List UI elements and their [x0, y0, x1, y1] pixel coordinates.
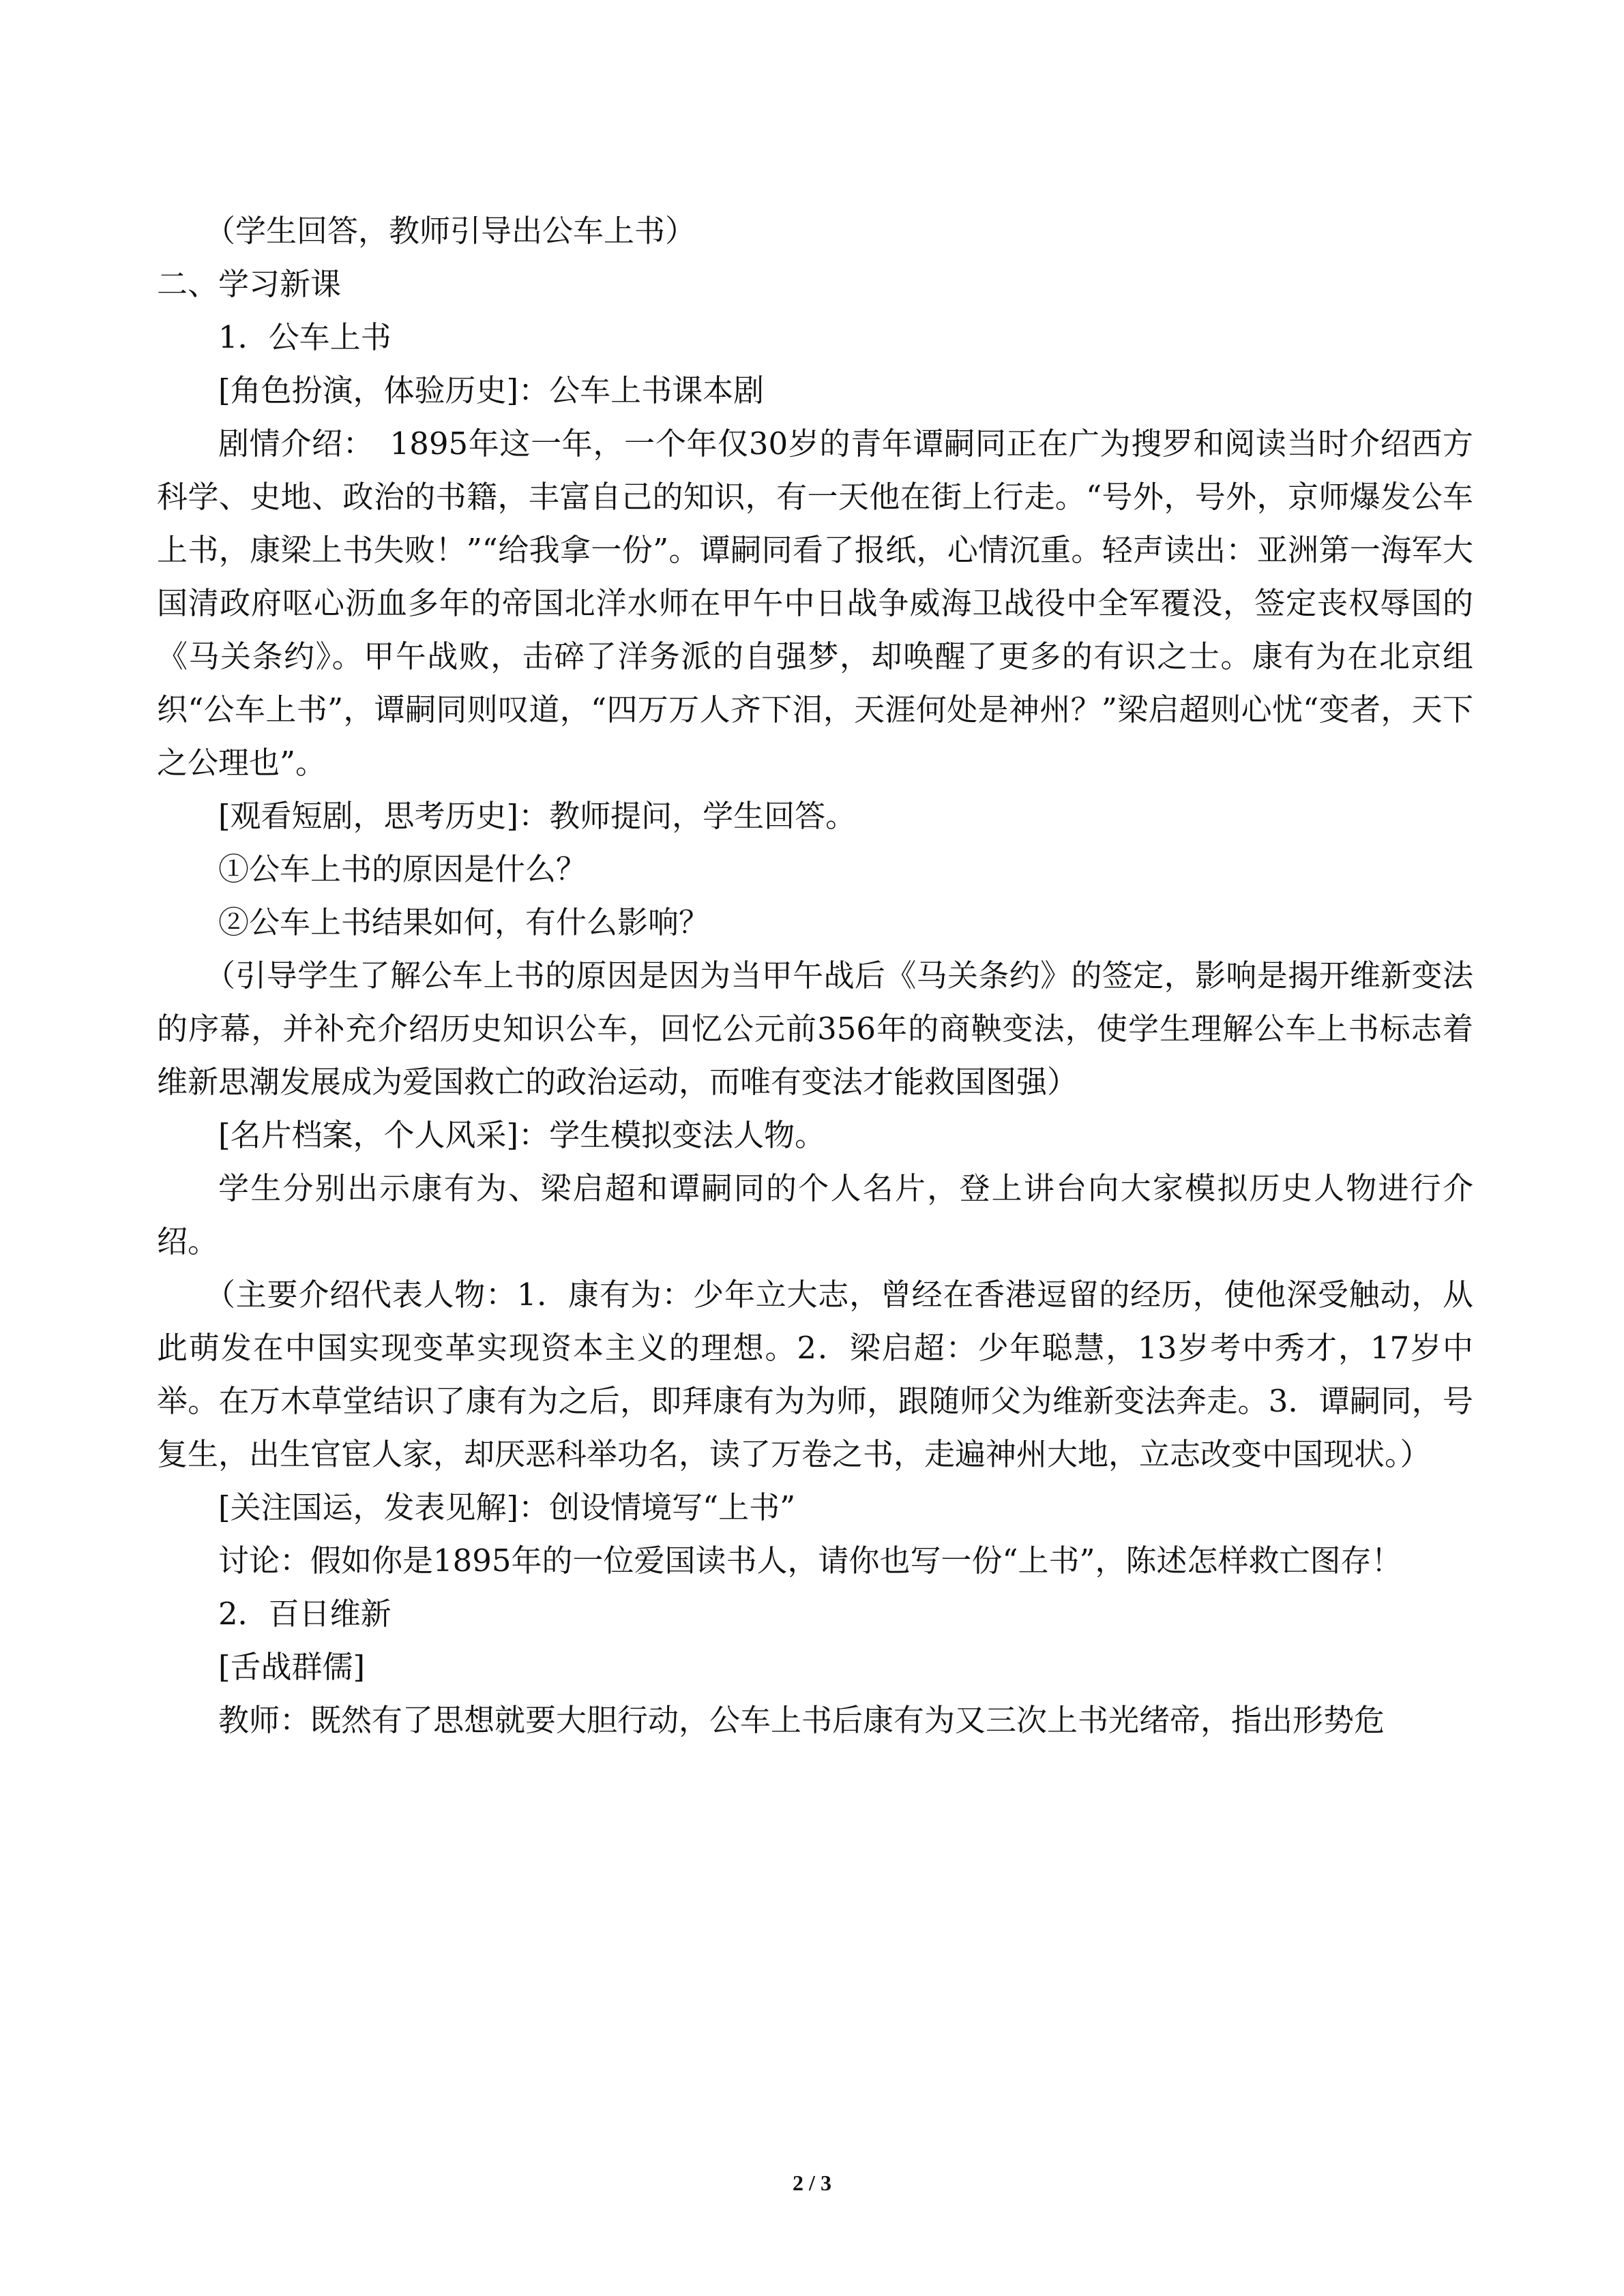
paragraph-watch-play: [观看短剧，思考历史]：教师提问，学生回答。 — [218, 798, 857, 834]
paragraph-student-cards: 学生分别出示康有为、梁启超和谭嗣同的个人名片，登上讲台向大家模拟历史人物进行介绍。 — [157, 1170, 1473, 1259]
paragraph-plot-intro: 剧情介绍： 1895年这一年，一个年仅30岁的青年谭嗣同正在广为搜罗和阅读当时介绍西方科学、史地、政治的书籍，丰富自己的知识，有一天他在街上行走。“号外，号外，京师爆发公车上书，康梁上书失败！”“给我拿一份”。谭嗣同看了报纸，心情沉重。轻声读出：亚洲第一海军大国清政府呕心沥血多年的帝国北洋水师在甲午中日战争威海卫战役中全军覆没，签定丧权辱国的《马关条约》。甲午战败，击碎了洋务派的自强梦，却唤醒了更多的有识之士。康有为在北京组织“公车上书”，谭嗣同则叹道，“四万万人齐下泪，天涯何处是神州？”梁启超则心忧“变者，天下之公理也”。 — [157, 426, 1473, 781]
paragraph-student-answer: （学生回答，教师引导出公车上书） — [205, 213, 696, 249]
subheading-gongche-shangshu: 1．公车上书 — [218, 319, 392, 355]
question-2: ②公车上书结果如何，有什么影响？ — [218, 904, 710, 940]
paragraph-guide-students: （引导学生了解公车上书的原因是因为当甲午战后《马关条约》的签定，影响是揭开维新变法的序幕，并补充介绍历史知识公车，回忆公元前356年的商鞅变法，使学生理解公车上书标志着维新思潮发展成为爱国救亡的政治运动，而唯有变法才能救国图强） — [157, 957, 1473, 1100]
document-body — [157, 205, 1473, 1747]
paragraph-discussion: 讨论：假如你是1895年的一位爱国读书人，请你也写一份“上书”，陈述怎样救亡图存！ — [218, 1542, 1402, 1579]
paragraph-debate: [舌战群儒] — [218, 1649, 366, 1685]
paragraph-role-play: [角色扮演，体验历史]：公车上书课本剧 — [218, 372, 765, 408]
paragraph-key-figures: （主要介绍代表人物：1．康有为：少年立大志，曾经在香港逗留的经历，使他深受触动，从此萌发在中国实现变革实现资本主义的理想。2．梁启超：少年聪慧，13岁考中秀才，17岁中举。在万木草堂结识了康有为之后，即拜康有为为师，跟随师父为维新变法奔走。3．谭嗣同，号复生，出生官宦人家，却厌恶科举功名，读了万卷之书，走遍神州大地，立志改变中国现状。） — [157, 1277, 1473, 1472]
paragraph-teacher: 教师：既然有了思想就要大胆行动，公车上书后康有为又三次上书光绪帝，指出形势危 — [218, 1702, 1385, 1738]
paragraph-national-fate: [关注国运，发表见解]：创设情境写“上书” — [218, 1489, 796, 1525]
subheading-hundred-days-reform: 2．百日维新 — [218, 1596, 392, 1632]
page-number: 2 / 3 — [793, 2171, 831, 2195]
section-heading-new-lesson: 二、学习新课 — [157, 266, 342, 302]
question-1: ①公车上书的原因是什么？ — [218, 851, 587, 887]
paragraph-name-card: [名片档案，个人风采]：学生模拟变法人物。 — [218, 1117, 826, 1153]
